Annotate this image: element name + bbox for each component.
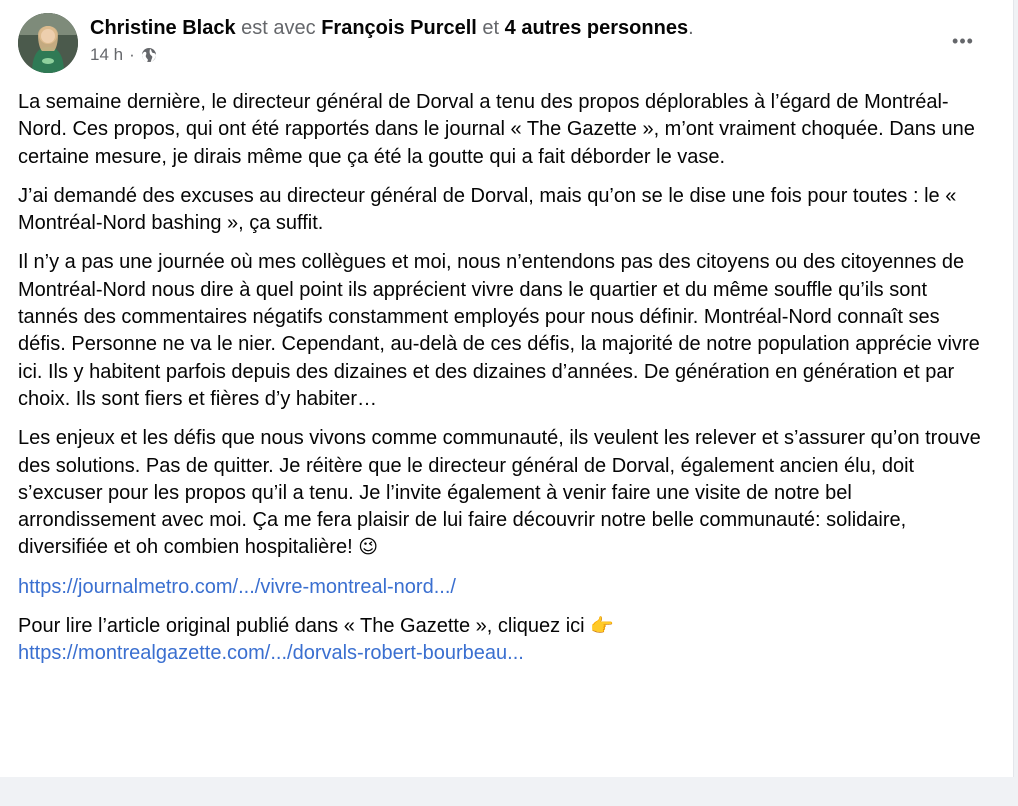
meta-separator: · — [129, 45, 135, 64]
post-body — [18, 89, 988, 680]
paragraph-3: Il n’y a pas une journée où mes collègues et moi, nous n’entendons pas des citoyens ou des citoyennes de Montréal-Nord nous dire à quel point ils apprécient vivre dans le quartier et du même souffle qu’ils sont tannés des commentaires négatifs constamment employés pour nous définir. Montréal-Nord connaît ses défis. Personne ne va le nier. Cependant, au-delà de ces défis, la majorité de notre population apprécie vivre ici. Ils y habitent parfois depuis des dizaines et des dizaines d’années. De génération en génération et par choix. Ils sont fiers et fières d’y habiter… — [18, 251, 980, 410]
author-name[interactable]: Christine Black — [90, 17, 236, 39]
author-avatar[interactable] — [18, 13, 78, 73]
and-text: et — [482, 17, 500, 39]
gazette-link[interactable]: https://montrealgazette.com/.../dorvals-robert-bourbeau... — [18, 642, 524, 665]
pointing-emoji: 👉 — [590, 615, 614, 638]
paragraph-4 — [18, 425, 988, 561]
others-link[interactable]: 4 autres personnes — [504, 17, 689, 39]
period: . — [688, 17, 694, 39]
final-paragraph — [18, 613, 988, 668]
tagged-person[interactable]: François Purcell — [321, 17, 477, 39]
post-time[interactable]: 14 h — [90, 45, 124, 64]
journalmetro-link[interactable]: https://journalmetro.com/.../vivre-montreal-nord.../ — [18, 575, 456, 598]
paragraph-2: J’ai demandé des excuses au directeur général de Dorval, mais qu’on se le dise une fois pour toutes : le « Montréal-Nord bashing », ça suffit. — [18, 184, 957, 235]
post-meta — [90, 44, 157, 66]
post-header — [90, 15, 694, 41]
link-paragraph-1 — [18, 574, 988, 601]
paragraph-4-text: Les enjeux et les défis que nous vivons comme communauté, ils veulent les relever et s’assurer qu’on trouve des solutions. Pas de quitter. Je réitère que le directeur général de Dorval, également ancien élu, doit s’excuser pour les propos qu’il a tenu. Je l’invite également à venir faire une visite de notre bel arrondissement avec moi. Ça me fera plaisir de lui faire découvrir notre belle communauté: solidaire, diversifiée et oh combien hospitalière! — [18, 427, 981, 559]
wink-emoji: 😉 — [358, 536, 379, 559]
with-text: est avec — [241, 17, 316, 39]
globe-icon[interactable] — [141, 47, 157, 63]
paragraph-1: La semaine dernière, le directeur général de Dorval a tenu des propos déplorables à l’égard de Montréal-Nord. Ces propos, qui ont été rapportés dans le journal « The Gazette », m’ont vraiment choquée. Dans une certaine mesure, je dirais même que ça été la goutte qui a fait déborder le vase. — [18, 91, 975, 168]
more-options-icon[interactable]: ••• — [952, 30, 974, 51]
final-text: Pour lire l’article original publié dans « The Gazette », cliquez ici — [18, 615, 585, 638]
